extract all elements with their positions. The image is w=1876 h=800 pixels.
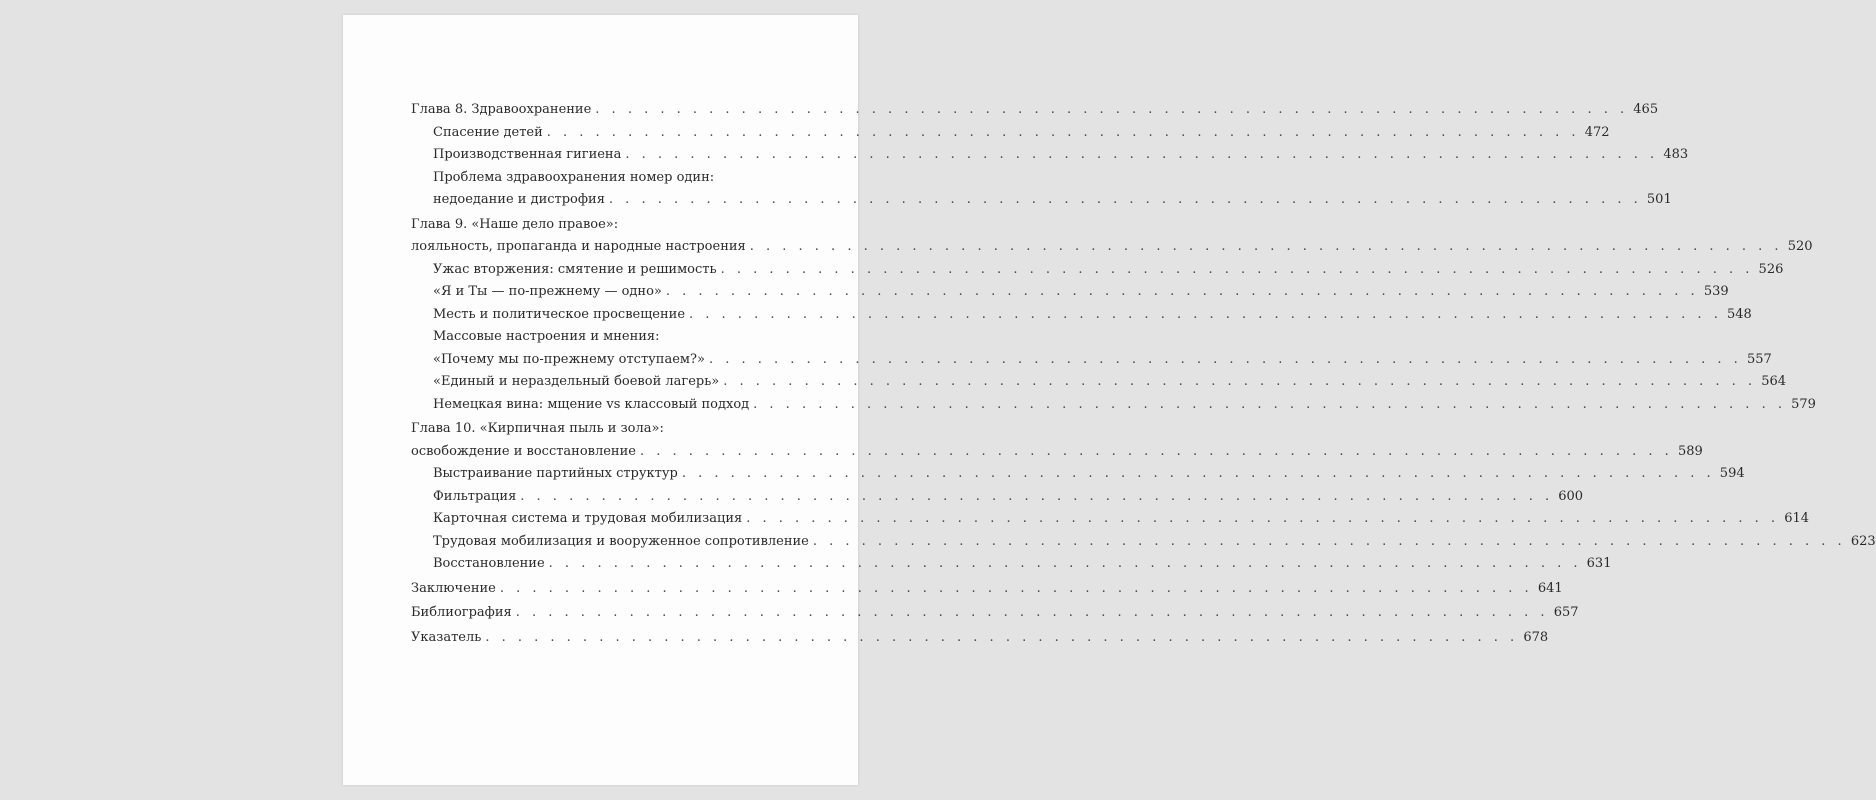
dot-leader [662, 281, 1703, 304]
page-number: 472 [1584, 124, 1610, 140]
toc-entry-title: Трудовая мобилизация и вооруженное сопротивление [433, 533, 809, 549]
dot-leader [749, 394, 1790, 417]
toc-entry-line [433, 553, 1612, 576]
toc-entry-line [433, 259, 1784, 282]
toc-entry-line [411, 602, 1579, 625]
table-of-contents [411, 99, 1876, 649]
toc-entry-title: Производственная гигиена [433, 147, 622, 162]
toc-entry-title: «Почему мы по-прежнему отступаем?» [433, 351, 705, 367]
toc-entry-line [411, 236, 1813, 259]
page-number: 483 [1663, 147, 1689, 162]
toc-entry-title: «Я и Ты — по-прежнему — одно» [433, 284, 662, 299]
page-number: 579 [1791, 396, 1816, 412]
page-number: 600 [1558, 488, 1584, 504]
dot-leader [705, 349, 1746, 372]
toc-entry-line [433, 349, 1772, 372]
page-number: 548 [1727, 306, 1752, 322]
toc-section-entry [411, 259, 1784, 282]
toc-section-entry [411, 281, 1729, 304]
toc-section-entry [411, 508, 1810, 531]
toc-section-entry [411, 304, 1752, 327]
toc-section-entry [411, 144, 1689, 167]
page-number: 564 [1761, 374, 1787, 389]
dot-leader [605, 189, 1646, 212]
dot-leader [496, 578, 1537, 601]
toc-entry-title: Восстановление [433, 556, 545, 571]
toc-entry-line [411, 578, 1563, 601]
toc-entry-title-line: Массовые настроения и мнения: [433, 329, 660, 344]
page-number: 539 [1703, 284, 1729, 299]
toc-section-entry [411, 463, 1745, 486]
toc-entry-title: Выстраивание партийных структур [433, 466, 678, 481]
toc-entry-line [433, 371, 1787, 394]
page-number: 641 [1537, 580, 1563, 596]
dot-leader [742, 508, 1783, 531]
toc-entry-title: Библиография [411, 605, 512, 620]
toc-entry-line [433, 144, 1689, 167]
toc-entry-title: «Единый и нераздельный боевой лагерь» [433, 374, 720, 389]
dot-leader [591, 99, 1632, 122]
toc-section-entry [411, 394, 1816, 417]
page-number: 657 [1553, 605, 1579, 620]
dot-leader [512, 602, 1553, 625]
toc-entry-line [433, 122, 1610, 145]
toc-chapter-entry [411, 627, 1549, 650]
toc-entry-line [433, 304, 1752, 327]
page-number: 465 [1633, 102, 1659, 117]
toc-chapter-entry [411, 578, 1563, 601]
toc-section-entry [411, 371, 1787, 394]
dot-leader [719, 371, 1760, 394]
page-number: 589 [1677, 443, 1703, 459]
toc-entry-title: Немецкая вина: мщение vs классовый подход [433, 396, 750, 412]
dot-leader [516, 486, 1557, 509]
toc-section-entry [411, 122, 1610, 145]
toc-entry-title: Указатель [411, 629, 482, 645]
toc-entry-line [411, 441, 1703, 464]
dot-leader [481, 627, 1522, 650]
toc-entry-title: Спасение детей [433, 124, 543, 140]
page-number: 614 [1784, 511, 1810, 526]
toc-entry-title-line: Глава 9. «Наше дело правое»: [411, 216, 619, 232]
dot-leader [746, 236, 1787, 259]
page-number: 631 [1586, 556, 1612, 571]
toc-section-entry [411, 167, 1672, 212]
toc-section-entry [411, 531, 1876, 554]
toc-entry-line [433, 463, 1745, 486]
dot-leader [621, 144, 1662, 167]
toc-chapter-entry [411, 214, 1813, 259]
toc-entry-title-line: Проблема здравоохранения номер один: [433, 169, 715, 185]
toc-chapter-entry [411, 602, 1579, 625]
dot-leader [685, 304, 1726, 327]
page-number: 678 [1523, 629, 1549, 645]
toc-entry-title: Месть и политическое просвещение [433, 306, 686, 322]
toc-entry-line [433, 486, 1584, 509]
toc-entry-line [433, 531, 1876, 554]
toc-section-entry [411, 553, 1612, 576]
toc-entry-title: Глава 8. Здравоохранение [411, 102, 592, 117]
page-number: 520 [1787, 239, 1813, 254]
toc-entry-title: Ужас вторжения: смятение и решимость [433, 261, 717, 277]
toc-chapter-entry [411, 418, 1703, 463]
dot-leader [678, 463, 1719, 486]
toc-section-entry [411, 326, 1772, 371]
dot-leader [809, 531, 1850, 554]
toc-entry-title: недоедание и дистрофия [433, 192, 605, 207]
toc-entry-line [433, 394, 1816, 417]
dot-leader [543, 122, 1584, 145]
toc-entry-line [433, 189, 1672, 212]
toc-entry-title: Фильтрация [433, 488, 517, 504]
toc-entry-title: Карточная система и трудовая мобилизация [433, 511, 743, 526]
toc-entry-line [433, 508, 1810, 531]
toc-entry-line [411, 627, 1549, 650]
toc-entry-title: лояльность, пропаганда и народные настроения [411, 239, 746, 254]
toc-chapter-entry [411, 99, 1659, 122]
page-number: 501 [1646, 192, 1672, 207]
toc-section-entry [411, 486, 1584, 509]
toc-entry-title: Заключение [411, 580, 496, 596]
page-number: 623 [1850, 533, 1876, 549]
book-page [343, 15, 1876, 785]
dot-leader [717, 259, 1758, 282]
toc-entry-line [411, 99, 1659, 122]
dot-leader [545, 553, 1586, 576]
page-number: 526 [1758, 261, 1784, 277]
page-number: 594 [1719, 466, 1745, 481]
toc-entry-title-line: Глава 10. «Кирпичная пыль и зола»: [411, 421, 664, 436]
toc-entry-title: освобождение и восстановление [411, 443, 636, 459]
toc-entry-line [433, 281, 1729, 304]
dot-leader [636, 441, 1677, 464]
page-number: 557 [1746, 351, 1772, 367]
